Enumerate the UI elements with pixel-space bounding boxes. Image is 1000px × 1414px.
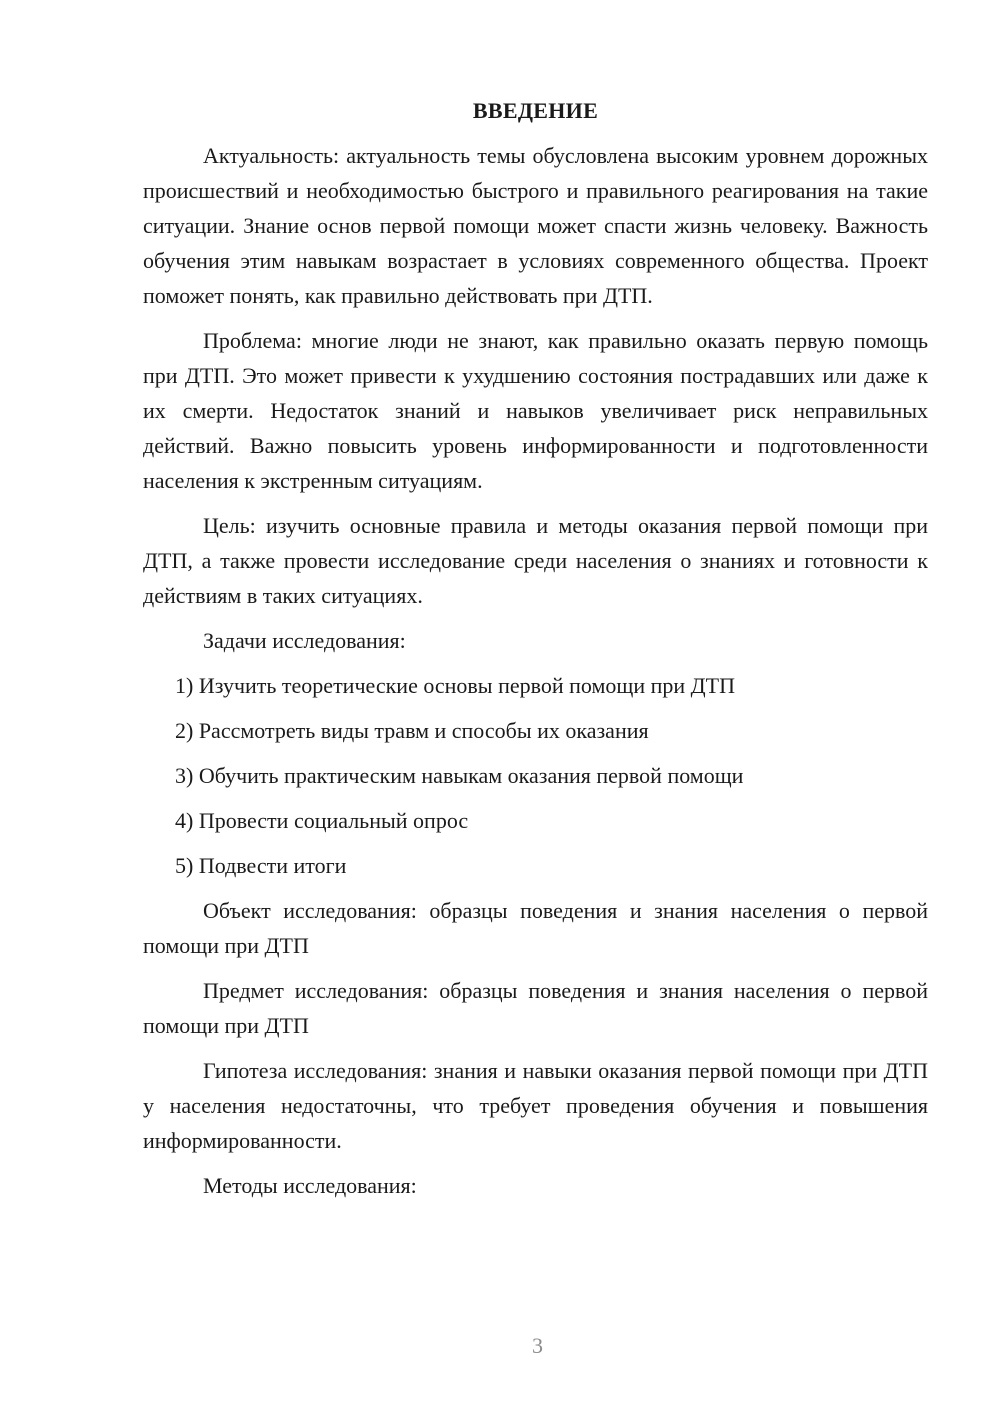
paragraph-relevance: Актуальность: актуальность темы обусловлена высоким уровнем дорожных происшествий и необходимостью быстрого и правильного реагирования на такие ситуации. Знание основ первой помощи может спасти жизнь человеку. Важность обучения этим навыкам возрастает в условиях современного общества. Проект поможет понять, как правильно действовать при ДТП. xyxy=(143,143,928,308)
list-item: 3) Обучить практическим навыкам оказания первой помощи xyxy=(175,763,744,788)
page-content xyxy=(143,93,928,1213)
list-item: 2) Рассмотреть виды травм и способы их оказания xyxy=(175,718,649,743)
list-item: 5) Подвести итоги xyxy=(175,853,347,878)
list-item: 4) Провести социальный опрос xyxy=(175,808,469,833)
paragraph-object: Объект исследования: образцы поведения и знания населения о первой помощи при ДТП xyxy=(143,898,928,958)
methods-heading: Методы исследования: xyxy=(203,1173,417,1198)
paragraph-problem: Проблема: многие люди не знают, как правильно оказать первую помощь при ДТП. Это может привести к ухудшению состояния пострадавших или даже к их смерти. Недостаток знаний и навыков увеличивает риск неправильных действий. Важно повысить уровень информированности и подготовленности населения к экстренным ситуациям. xyxy=(143,328,928,493)
paragraph-goal: Цель: изучить основные правила и методы оказания первой помощи при ДТП, а также провести исследование среди населения о знаниях и готовности к действиям в таких ситуациях. xyxy=(143,513,928,608)
tasks-heading: Задачи исследования: xyxy=(203,628,406,653)
paragraph-subject: Предмет исследования: образцы поведения и знания населения о первой помощи при ДТП xyxy=(143,978,928,1038)
paragraph-hypothesis: Гипотеза исследования: знания и навыки оказания первой помощи при ДТП у населения недостаточны, что требует проведения обучения и повышения информированности. xyxy=(143,1058,928,1153)
page-number: 3 xyxy=(532,1333,543,1358)
section-title: ВВЕДЕНИЕ xyxy=(472,98,599,123)
list-item: 1) Изучить теоретические основы первой помощи при ДТП xyxy=(175,673,736,698)
tasks-list xyxy=(143,668,928,883)
